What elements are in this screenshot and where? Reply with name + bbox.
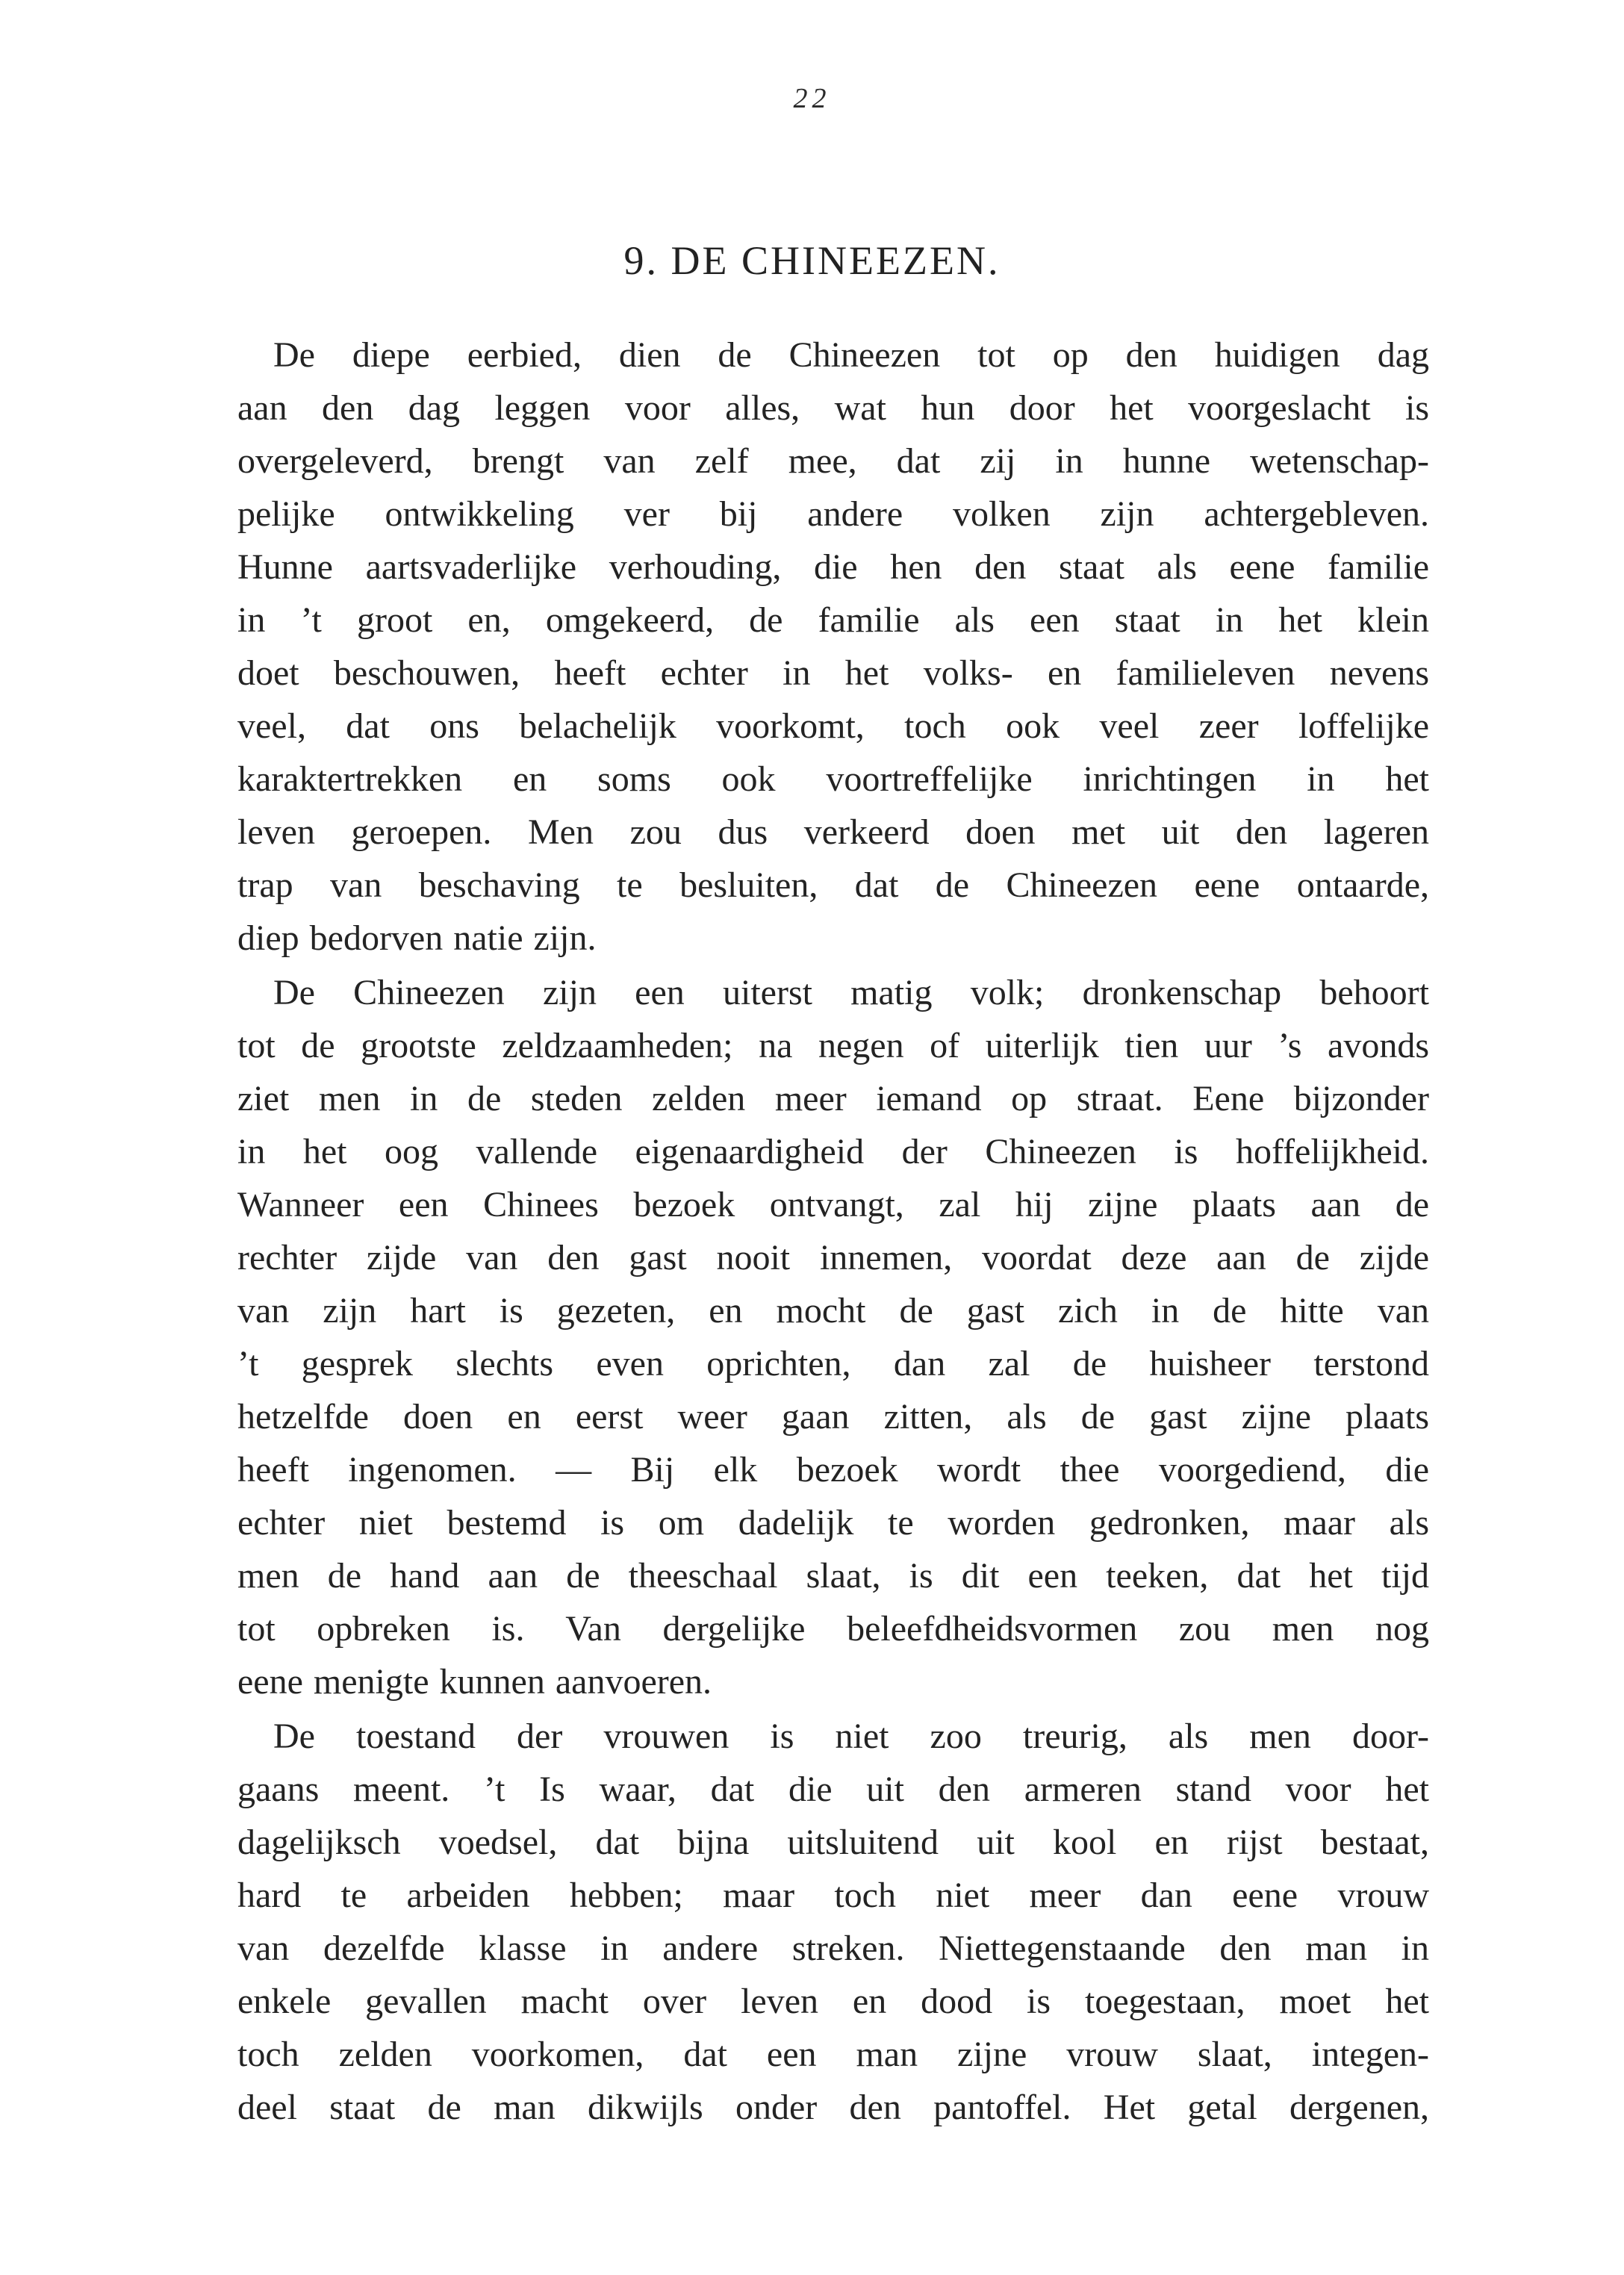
text-line: eene menigte kunnen aanvoeren. <box>237 1662 712 1702</box>
text-line: in het oog vallende eigenaardigheid der Chineezen is hoffelijkheid. <box>237 1132 1429 1171</box>
chapter-title: 9. DE CHINEEZEN. <box>623 238 1001 283</box>
text-line: tot opbreken is. Van dergelijke beleefdheidsvormen zou men nog <box>237 1609 1429 1649</box>
text-line: trap van beschaving te besluiten, dat de Chineezen eene ontaarde, <box>237 865 1429 905</box>
paragraph-3 <box>237 1710 1429 2134</box>
text-line: hetzelfde doen en eerst weer gaan zitten, als de gast zijne plaats <box>237 1397 1429 1437</box>
text-line: heeft ingenomen. — Bij elk bezoek wordt thee voorgediend, die <box>237 1450 1429 1490</box>
text-line: tot de grootste zeldzaamheden; na negen of uiterlijk tien uur ’s avonds <box>237 1026 1429 1065</box>
text-line: gaans meent. ’t Is waar, dat die uit den armeren stand voor het <box>237 1770 1429 1809</box>
text-line: De toestand der vrouwen is niet zoo treurig, als men door- <box>273 1717 1429 1756</box>
text-line: rechter zijde van den gast nooit innemen, voordat deze aan de zijde <box>237 1238 1429 1277</box>
text-line: men de hand aan de theeschaal slaat, is dit een teeken, dat het tijd <box>237 1556 1429 1596</box>
text-line: van zijn hart is gezeten, en mocht de gast zich in de hitte van <box>237 1291 1429 1331</box>
text-line: Wanneer een Chinees bezoek ontvangt, zal hij zijne plaats aan de <box>237 1185 1429 1224</box>
text-line: veel, dat ons belachelijk voorkomt, toch ook veel zeer loffelijke <box>237 706 1429 746</box>
text-line: dagelijksch voedsel, dat bijna uitsluitend uit kool en rijst bestaat, <box>237 1823 1429 1862</box>
text-line: leven geroepen. Men zou dus verkeerd doen met uit den lageren <box>237 812 1429 852</box>
text-line: hard te arbeiden hebben; maar toch niet meer dan eene vrouw <box>237 1876 1429 1915</box>
paragraph-1 <box>237 329 1429 965</box>
text-line: toch zelden voorkomen, dat een man zijne vrouw slaat, integen- <box>237 2035 1429 2074</box>
text-line: De diepe eerbied, dien de Chineezen tot op den huidigen dag <box>273 335 1429 375</box>
text-line: aan den dag leggen voor alles, wat hun door het voorgeslacht is <box>237 388 1429 428</box>
text-line: ’t gesprek slechts even oprichten, dan zal de huisheer terstond <box>237 1344 1429 1384</box>
text-line: doet beschouwen, heeft echter in het volks- en familieleven nevens <box>237 653 1429 693</box>
text-line: echter niet bestemd is om dadelijk te worden gedronken, maar als <box>237 1503 1429 1543</box>
text-line: enkele gevallen macht over leven en dood is toegestaan, moet het <box>237 1982 1429 2021</box>
text-line: in ’t groot en, omgekeerd, de familie als een staat in het klein <box>237 600 1429 640</box>
page-number: 22 <box>793 83 831 114</box>
text-line: karaktertrekken en soms ook voortreffelijke inrichtingen in het <box>237 759 1429 799</box>
text-line: diep bedorven natie zijn. <box>237 918 597 958</box>
body-text <box>237 329 1429 2134</box>
text-line: van dezelfde klasse in andere streken. Niettegenstaande den man in <box>237 1929 1429 1968</box>
text-line: pelijke ontwikkeling ver bij andere volken zijn achtergebleven. <box>237 494 1429 534</box>
text-line: Hunne aartsvaderlijke verhouding, die hen den staat als eene familie <box>237 547 1429 587</box>
text-line: deel staat de man dikwijls onder den pantoffel. Het getal dergenen, <box>237 2088 1429 2127</box>
text-line: De Chineezen zijn een uiterst matig volk; dronkenschap behoort <box>273 973 1429 1012</box>
text-line: ziet men in de steden zelden meer iemand op straat. Eene bijzonder <box>237 1079 1429 1118</box>
paragraph-2 <box>237 966 1429 1708</box>
text-line: overgeleverd, brengt van zelf mee, dat zij in hunne wetenschap- <box>237 441 1429 481</box>
